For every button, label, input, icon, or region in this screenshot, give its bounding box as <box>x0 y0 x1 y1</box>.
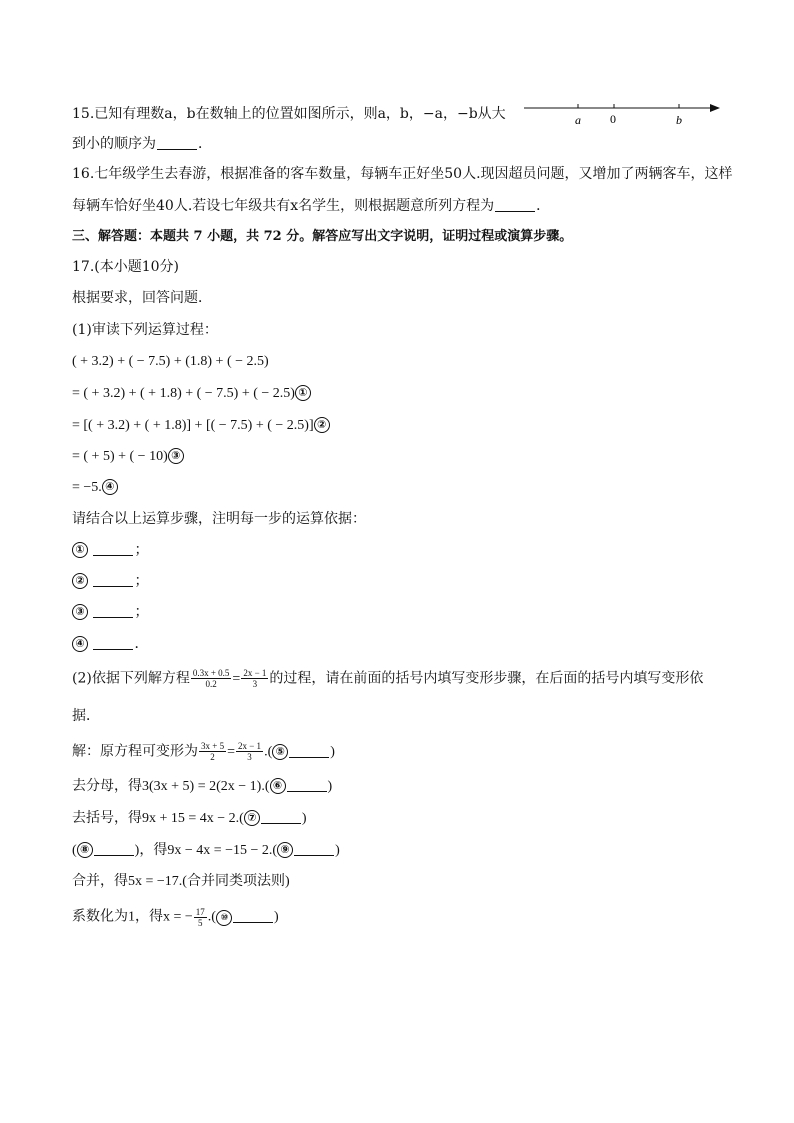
calc-step-3 <box>72 447 184 467</box>
answer-row-1 <box>72 540 148 560</box>
sol-frac1-num: 3x + 5 <box>201 741 225 751</box>
answer-blank-6[interactable] <box>287 777 327 792</box>
q15-end: ． <box>198 136 212 152</box>
sol-frac1-den: 2 <box>210 752 215 762</box>
answer-end-3: ； <box>134 604 149 620</box>
sol-frac3-den: 5 <box>198 918 203 928</box>
q15-line2 <box>72 134 212 154</box>
calc-step-4 <box>72 478 118 498</box>
answer-blank-7[interactable] <box>261 809 301 824</box>
part2-frac2-num: 2x − 1 <box>243 668 267 678</box>
part2-frac1 <box>191 668 232 689</box>
step-mark-10: ⑩ <box>216 910 232 926</box>
sol-frac3-num: 17 <box>195 907 205 917</box>
q17-prompt: 请结合以上运算步骤，注明每一步的运算依据： <box>72 511 366 527</box>
part2-frac1-num: 0.3x + 0.5 <box>192 668 230 678</box>
sol-frac1 <box>199 741 226 762</box>
step-mark-2: ② <box>314 417 330 433</box>
calc-step-3-text: = ( + 5) + ( − 10) <box>72 449 168 464</box>
q15-text2: 到小的顺序为 <box>72 136 156 152</box>
q17-intro: 根据要求，回答问题． <box>72 290 212 306</box>
calc-step-2-text: = [( + 3.2) + ( + 1.8)] + [( − 7.5) + ( − 2.5)] <box>72 418 314 433</box>
label-a: a <box>575 113 581 127</box>
calc-step-4-text: = −5. <box>72 480 102 495</box>
sol-frac2 <box>236 741 263 762</box>
answer-end-1: ； <box>134 542 149 558</box>
sol-frac3 <box>194 907 207 928</box>
answer-blank-2[interactable] <box>93 572 133 587</box>
step-mark-8: ⑧ <box>77 842 93 858</box>
calc-step-2 <box>72 416 330 436</box>
sol-frac2-den: 3 <box>247 752 252 762</box>
answer-blank-3[interactable] <box>93 603 133 618</box>
answer-blank-10[interactable] <box>233 908 273 923</box>
answer-mark-2: ② <box>72 573 88 589</box>
q15-answer-blank[interactable] <box>157 135 197 150</box>
solution-line-1: 解：原方程可变形为 $\frac{3x + 5}{2}$ = $\frac{2x - 1}{3}$ .( ⑤ ) <box>72 741 335 762</box>
answer-blank-1[interactable] <box>93 541 133 556</box>
step-mark-1: ① <box>295 385 311 401</box>
number-line <box>522 100 722 128</box>
q16-text1: 16.七年级学生去春游，根据准备的客车数量，每辆车正好坐50人.现因超员问题，又增加了两辆客车，这样 <box>72 166 733 182</box>
section-heading: 三、解答题：本题共 7 小题，共 72 分。解答应写出文字说明，证明过程或演算步骤。 <box>72 229 573 244</box>
sol-line6-prefix: 系数化为1，得x = − <box>72 909 193 925</box>
sol-line3-text: 去括号，得9x + 15 = 4x − 2.( <box>72 811 244 826</box>
step-mark-9: ⑨ <box>277 842 293 858</box>
answer-row-3 <box>72 602 148 622</box>
step-mark-7: ⑦ <box>244 810 260 826</box>
solution-line-2: 去分母，得3(3x + 5) = 2(2x − 1).( ⑥ ) <box>72 779 333 794</box>
part2-line2: 据． <box>72 708 100 724</box>
q16-line2 <box>72 196 550 216</box>
answer-blank-9[interactable] <box>294 841 334 856</box>
answer-end-2: ； <box>134 573 149 589</box>
calc-step-0-text: ( + 3.2) + ( − 7.5) + (1.8) + ( − 2.5) <box>72 354 269 369</box>
part2-frac1-den: 0.2 <box>205 679 217 689</box>
part2-frac2-den: 3 <box>252 679 258 689</box>
answer-mark-1: ① <box>72 542 88 558</box>
number-line-svg <box>522 100 722 128</box>
q15-text: 15.已知有理数a，b在数轴上的位置如图所示，则a，b，−a，−b从大 <box>72 106 506 122</box>
label-0: 0 <box>610 112 616 126</box>
step-mark-3: ③ <box>168 448 184 464</box>
sol-frac2-num: 2x − 1 <box>237 741 262 751</box>
q16-text2: 每辆车恰好坐40人.若设七年级共有x名学生，则根据题意所列方程为 <box>72 198 495 214</box>
q16-line1 <box>72 164 733 184</box>
label-b: b <box>676 113 682 127</box>
answer-end-4: ． <box>134 636 149 652</box>
answer-blank-4[interactable] <box>93 635 133 650</box>
answer-blank-8[interactable] <box>94 841 134 856</box>
answer-row-2 <box>72 571 148 591</box>
step-mark-6: ⑥ <box>270 778 286 794</box>
q16-end: ． <box>536 198 551 214</box>
calc-step-0 <box>72 352 269 372</box>
part2-eq: = <box>232 671 241 687</box>
q17-title: 17.(本小题10分) <box>72 259 180 275</box>
step-mark-4: ④ <box>102 479 118 495</box>
sol-line4-mid: )，得9x − 4x = −15 − 2.( <box>134 843 278 858</box>
answer-mark-4: ④ <box>72 636 88 652</box>
step-mark-5: ⑤ <box>272 744 288 760</box>
q15-line1 <box>72 104 506 124</box>
sol-prefix: 解：原方程可变形为 <box>72 743 198 760</box>
answer-mark-3: ③ <box>72 604 88 620</box>
answer-row-4 <box>72 634 148 654</box>
calc-step-1-text: = ( + 3.2) + ( + 1.8) + ( − 7.5) + ( − 2.5) <box>72 386 295 401</box>
axis-arrow-icon <box>710 104 720 112</box>
answer-blank-5[interactable] <box>289 743 329 758</box>
part2-prefix: (2)依据下列解方程 <box>72 670 190 687</box>
solution-line-5: 合并，得5x = −17.(合并同类项法则) <box>72 874 290 889</box>
part2-line1 <box>72 668 703 690</box>
q17-part1: (1)审读下列运算过程： <box>72 322 218 338</box>
calc-step-1 <box>72 384 311 404</box>
solution-line-4: ( ⑧ )，得9x − 4x = −15 − 2.( ⑨ ) <box>72 843 340 858</box>
q16-answer-blank[interactable] <box>495 197 535 212</box>
part2-suffix: 的过程，请在前面的括号内填写变形步骤，在后面的括号内填写变形依 <box>269 670 704 687</box>
solution-line-3: 去括号，得9x + 15 = 4x − 2.( ⑦ ) <box>72 811 307 826</box>
sol-line2-text: 去分母，得3(3x + 5) = 2(2x − 1).( <box>72 779 270 794</box>
part2-frac2 <box>241 668 268 689</box>
solution-line-6: 系数化为1，得x = − $\frac{17}{5}$ .( ⑩ ) <box>72 907 279 928</box>
